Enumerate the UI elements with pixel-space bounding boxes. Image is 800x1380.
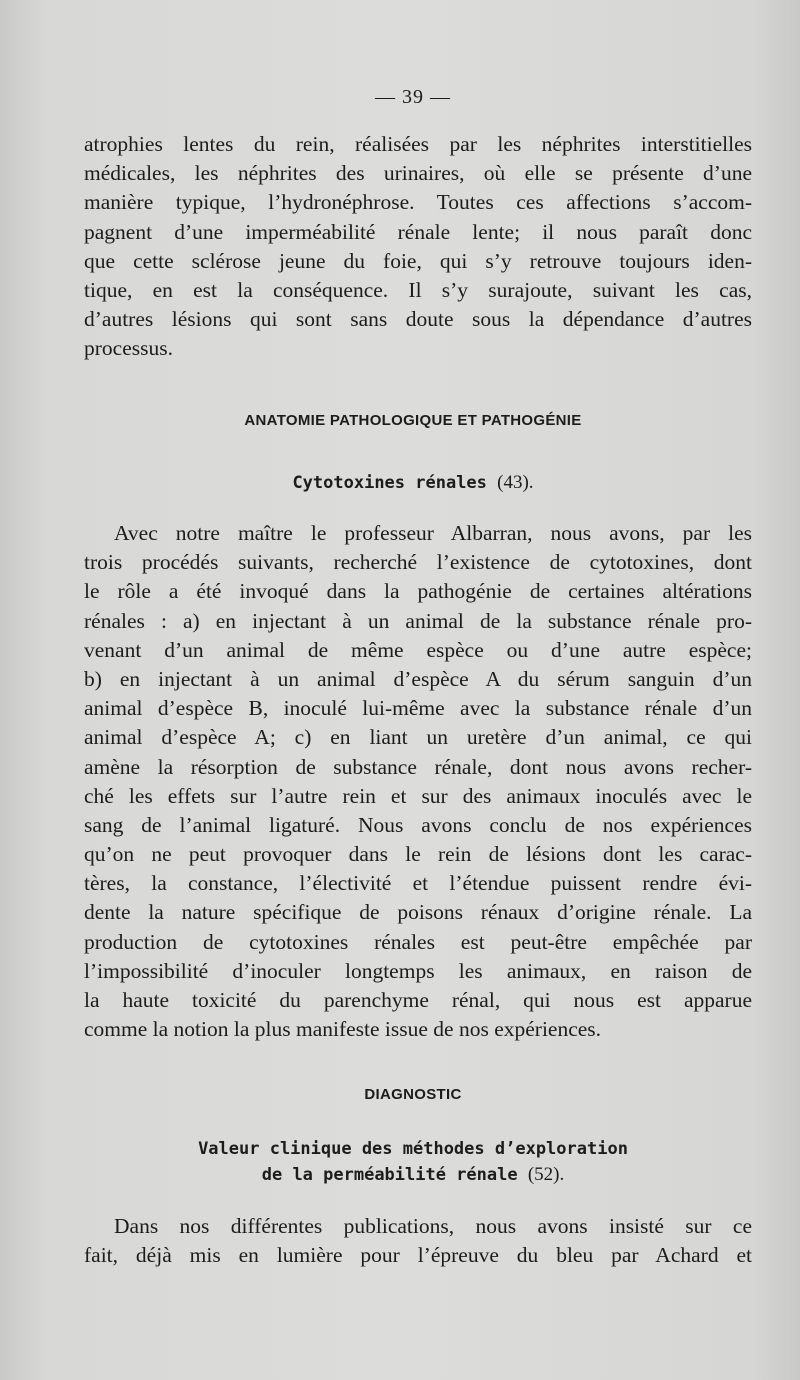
subheading-valeur-clinique (0, 1136, 800, 1188)
text-line: ché les effets sur l’autre rein et sur des animaux inoculés avec le (84, 783, 752, 808)
text-line: qu’on ne peut provoquer dans le rein de lésions dont les carac- (84, 842, 752, 867)
subheading-title: de la perméabilité rénale (261, 1165, 518, 1185)
text-line: pagnent d’une imperméabilité rénale lente; il nous paraît donc (84, 219, 752, 244)
page-number: — 39 — (375, 86, 451, 108)
subheading-cytotoxines (0, 470, 800, 496)
text-line: tères, la constance, l’électivité et l’étendue puissent rendre évi- (84, 871, 752, 896)
reference-number: (43). (497, 472, 534, 493)
text-line: que cette sclérose jeune du foie, qui s’y retrouve toujours iden- (84, 248, 752, 273)
diagnostic-paragraph (84, 1212, 752, 1270)
text-line: animal d’espèce B, inoculé lui-même avec la substance rénale d’un (84, 696, 752, 721)
text-line: Dans nos différentes publications, nous avons insisté sur ce (114, 1214, 752, 1238)
section-heading-diagnostic: DIAGNOSTIC (364, 1086, 462, 1103)
text-line: médicales, les néphrites des urinaires, où elle se présente d’une (84, 161, 752, 186)
text-line: amène la résorption de substance rénale, dont nous avons recher- (84, 754, 752, 779)
text-line: rénales : a) en injectant à un animal de la substance rénale pro- (84, 608, 752, 633)
text-line: venant d’un animal de même espèce ou d’une autre espèce; (84, 637, 752, 662)
text-line: sang de l’animal ligaturé. Nous avons conclu de nos expériences (84, 812, 752, 837)
text-line: l’impossibilité d’inoculer longtemps les animaux, en raison de (84, 958, 752, 983)
text-line: fait, déjà mis en lumière pour l’épreuve du bleu par Achard et (84, 1243, 752, 1268)
text-line: animal d’espèce A; c) en liant un uretère d’un animal, ce qui (84, 725, 752, 750)
text-line: tique, en est la conséquence. Il s’y surajoute, suivant les cas, (84, 277, 752, 302)
cytotoxines-paragraph (84, 519, 752, 1044)
text-line: b) en injectant à un animal d’espèce A du sérum sanguin d’un (84, 666, 752, 691)
text-line: comme la notion la plus manifeste issue de nos expériences. (84, 1017, 602, 1042)
intro-paragraph (84, 130, 752, 364)
reference-number: (52). (527, 1164, 565, 1185)
text-line: d’autres lésions qui sont sans doute sous la dépendance d’autres (84, 307, 752, 332)
text-line: dente la nature spécifique de poisons rénaux d’origine rénale. La (84, 900, 752, 925)
subheading-line: Valeur clinique des méthodes d’exploration (198, 1139, 628, 1159)
text-line: production de cytotoxines rénales est peut-être empêchée par (84, 929, 752, 954)
text-line: processus. (84, 336, 173, 361)
text-line: manière typique, l’hydronéphrose. Toutes ces affections s’accom- (84, 190, 752, 215)
section-heading-anatomie: ANATOMIE PATHOLOGIQUE ET PATHOGÉNIE (244, 412, 582, 429)
text-line: Avec notre maître le professeur Albarran, nous avons, par les (114, 521, 752, 545)
subheading-line (0, 1162, 800, 1188)
text-line: le rôle a été invoqué dans la pathogénie de certaines altérations (84, 579, 752, 604)
text-line: trois procédés suivants, recherché l’existence de cytotoxines, dont (84, 550, 752, 575)
subheading-title: Cytotoxines rénales (292, 473, 487, 493)
text-line: atrophies lentes du rein, réalisées par les néphrites interstitielles (84, 132, 752, 156)
text-line: la haute toxicité du parenchyme rénal, qui nous est apparue (84, 988, 752, 1012)
